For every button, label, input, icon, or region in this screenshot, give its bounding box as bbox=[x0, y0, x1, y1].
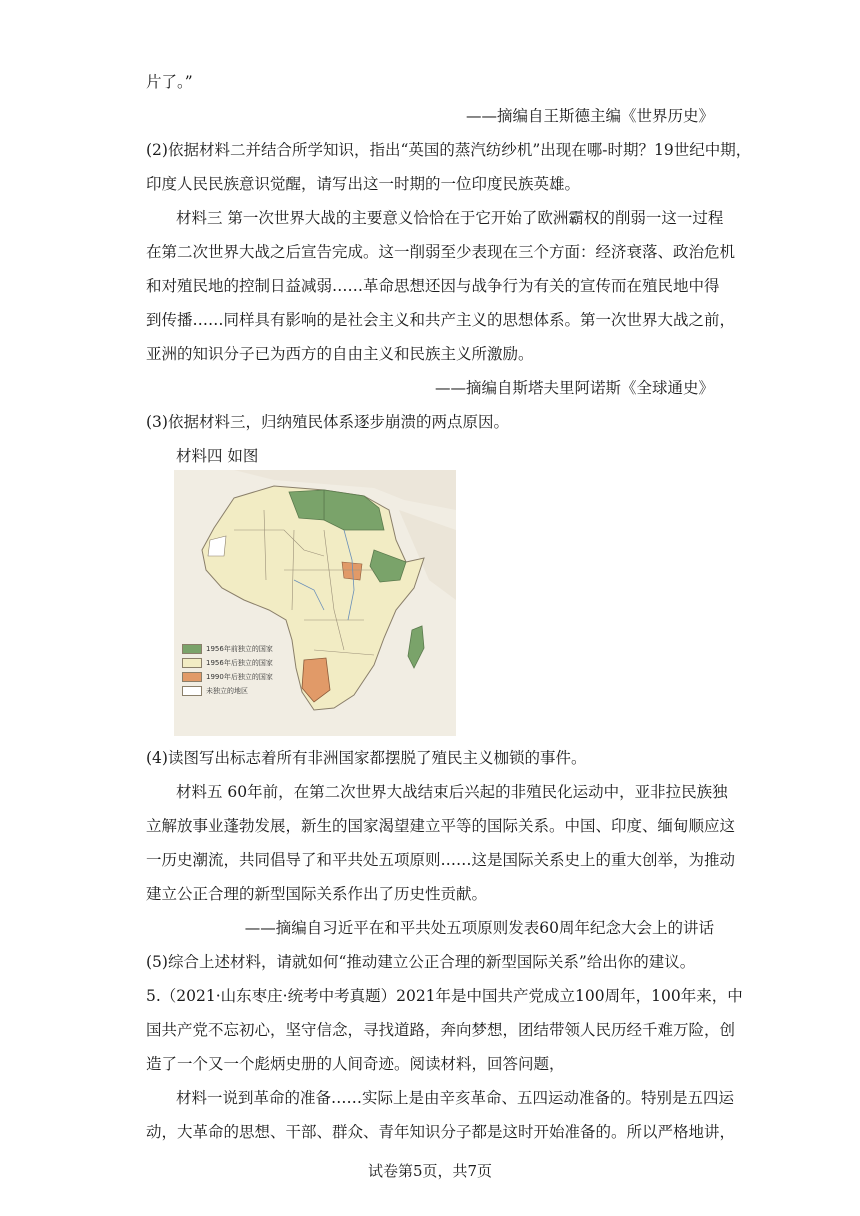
page-footer: 试卷第5页，共7页 bbox=[367, 1162, 493, 1180]
text-line: 造了一个又一个彪炳史册的人间奇迹。阅读材料，回答问题， bbox=[146, 1055, 565, 1073]
source-citation: ——摘编自斯塔夫里阿诺斯《全球通史》 bbox=[434, 379, 714, 397]
question-2: (2)依据材料二并结合所学知识，指出“英国的蒸汽纺纱机”出现在哪-时期？19世纪中期， bbox=[146, 141, 752, 159]
text-line: 国共产党不忘初心，坚守信念，寻找道路，奔向梦想，团结带领人民历经千难万险，创 bbox=[146, 1021, 736, 1039]
map-legend bbox=[182, 642, 273, 698]
legend-item bbox=[182, 670, 273, 684]
material-3-line: 材料三 第一次世界大战的主要意义恰恰在于它开始了欧洲霸权的削弱一这一过程 bbox=[176, 209, 724, 227]
legend-label: 1990年后独立的国家 bbox=[206, 673, 273, 681]
material-1-line: 动，大革命的思想、干部、群众、青年知识分子都是这时开始准备的。所以严格地讲， bbox=[146, 1123, 736, 1141]
legend-swatch bbox=[182, 644, 202, 654]
africa-map bbox=[174, 470, 456, 736]
material-3-line: 在第二次世界大战之后宣告完成。这一削弱至少表现在三个方面：经济衰落、政治危机 bbox=[146, 243, 736, 261]
source-citation: ——摘编自王斯德主编《世界历史》 bbox=[465, 107, 714, 125]
material-5-line: 一历史潮流，共同倡导了和平共处五项原则……这是国际关系史上的重大创举，为推动 bbox=[146, 851, 736, 869]
legend-swatch bbox=[182, 686, 202, 696]
material-1-line: 材料一说到革命的准备……实际上是由辛亥革命、五四运动准备的。特别是五四运 bbox=[176, 1089, 735, 1107]
legend-label: 1956年后独立的国家 bbox=[206, 659, 273, 667]
question-header: 5.（2021·山东枣庄·统考中考真题）2021年是中国共产党成立100周年，100年来，中 bbox=[146, 987, 743, 1005]
question-3: (3)依据材料三，归纳殖民体系逐步崩溃的两点原因。 bbox=[146, 413, 509, 431]
material-3-line: 亚洲的知识分子已为西方的自由主义和民族主义所激励。 bbox=[146, 345, 534, 363]
question-4: (4)读图写出标志着所有非洲国家都摆脱了殖民主义枷锁的事件。 bbox=[146, 749, 587, 767]
legend-swatch bbox=[182, 672, 202, 682]
text-line: 片了。” bbox=[146, 73, 193, 91]
text-line: 印度人民民族意识觉醒，请写出这一时期的一位印度民族英雄。 bbox=[146, 175, 581, 193]
legend-label: 未独立的地区 bbox=[206, 687, 248, 695]
legend-item bbox=[182, 656, 273, 670]
legend-label: 1956年前独立的国家 bbox=[206, 645, 273, 653]
material-5-line: 材料五 60年前，在第二次世界大战结束后兴起的非殖民化运动中，亚非拉民族独 bbox=[176, 783, 728, 801]
material-4-label: 材料四 如图 bbox=[176, 447, 259, 465]
legend-swatch bbox=[182, 658, 202, 668]
material-5-line: 立解放事业蓬勃发展，新生的国家渴望建立平等的国际关系。中国、印度、缅甸顺应这 bbox=[146, 817, 736, 835]
material-3-line: 到传播……同样具有影响的是社会主义和共产主义的思想体系。第一次世界大战之前， bbox=[146, 311, 736, 329]
material-5-line: 建立公正合理的新型国际关系作出了历史性贡献。 bbox=[146, 885, 488, 903]
legend-item bbox=[182, 684, 273, 698]
legend-item bbox=[182, 642, 273, 656]
question-5: (5)综合上述材料，请就如何“推动建立公正合理的新型国际关系”给出你的建议。 bbox=[146, 953, 696, 971]
source-citation: ——摘编自习近平在和平共处五项原则发表60周年纪念大会上的讲话 bbox=[244, 919, 714, 937]
material-3-line: 和对殖民地的控制日益减弱……革命思想还因与战争行为有关的宣传而在殖民地中得 bbox=[146, 277, 720, 295]
